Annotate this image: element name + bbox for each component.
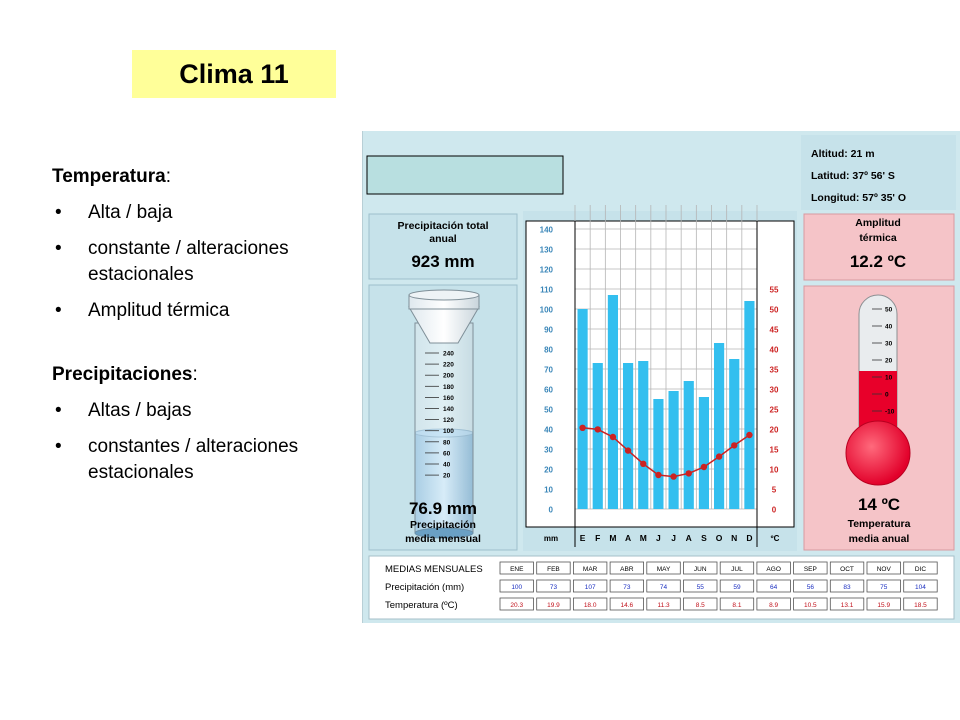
temp-cell-text: 8.1 <box>732 602 742 609</box>
month-header-text: ABR <box>620 566 634 573</box>
precip-cell-text: 100 <box>511 584 523 591</box>
thermo-label: -10 <box>885 408 895 416</box>
precip-cell-text: 64 <box>770 584 778 591</box>
month-header-text: SEP <box>803 566 817 573</box>
precip-bar <box>669 391 679 509</box>
thermo-label: 20 <box>885 357 893 365</box>
month-tick-label: A <box>685 533 692 543</box>
precip-bar <box>593 363 603 509</box>
temp-tick-label: 0 <box>771 505 777 515</box>
temp-point <box>701 464 707 470</box>
gauge-label: 60 <box>443 450 451 458</box>
precip-bar <box>653 399 663 509</box>
thermo-label: 50 <box>885 306 893 314</box>
list-item: • Altas / bajas <box>52 398 362 424</box>
longitude-text: Longitud: 57º 35' O <box>811 192 907 204</box>
temp-cell-text: 11.3 <box>657 602 670 609</box>
gauge-label: 200 <box>443 372 454 380</box>
precip-tick-label: 120 <box>539 265 553 275</box>
precip-cell-text: 55 <box>696 584 704 591</box>
altitude-text: Altitud: 21 m <box>811 148 875 160</box>
precip-tick-label: 90 <box>544 325 553 335</box>
thermo-label: 30 <box>885 340 893 348</box>
temp-cell-text: 13.1 <box>840 602 854 609</box>
table-temp-label: Temperatura (ºC) <box>385 600 458 611</box>
precip-bar <box>608 295 618 509</box>
precip-bar <box>578 309 588 509</box>
temp-point <box>670 473 676 479</box>
precip-cell-text: 104 <box>915 584 926 591</box>
list-item: • constantes / alteraciones estacionales <box>52 434 362 486</box>
precip-cell-text: 56 <box>806 584 814 591</box>
month-header-text: FEB <box>547 566 560 573</box>
gauge-label: 40 <box>443 461 451 469</box>
precipitation-heading: Precipitaciones <box>52 364 193 385</box>
temp-tick-label: 55 <box>769 285 779 295</box>
precip-bar <box>638 361 648 509</box>
list-item: • constante / alteraciones estacionales <box>52 236 362 288</box>
mean-temp-value: 14 ºC <box>857 495 901 514</box>
temp-tick-label: 35 <box>769 365 779 375</box>
month-header-text: MAR <box>582 566 598 573</box>
precipitation-heading-row: Precipitaciones: <box>52 364 198 385</box>
temp-cell-text: 20.3 <box>510 602 524 609</box>
precip-cell-text: 74 <box>659 584 668 591</box>
temp-cell-text: 8.9 <box>769 602 779 609</box>
temp-cell-text: 14.6 <box>620 602 634 609</box>
temp-point <box>655 472 661 478</box>
precip-tick-label: 110 <box>540 285 553 295</box>
temp-point <box>731 442 737 448</box>
precip-tick-label: 60 <box>544 385 553 395</box>
table-precip-label: Precipitación (mm) <box>385 582 465 593</box>
precip-tick-label: 10 <box>544 485 553 495</box>
gauge-label: 140 <box>443 406 454 413</box>
temp-cell-text: 10.5 <box>804 602 817 609</box>
gauge-label: 80 <box>443 439 451 447</box>
list-item: • Alta / baja <box>52 200 362 226</box>
temp-tick-label: 5 <box>771 485 777 495</box>
temp-point <box>746 432 752 438</box>
temp-cell-text: 18.5 <box>914 602 927 609</box>
precip-bar <box>729 359 739 509</box>
climate-panel <box>362 131 960 623</box>
gauge-label: 240 <box>443 350 454 358</box>
temp-cell-text: 8.5 <box>695 602 705 609</box>
precip-bar <box>684 381 694 509</box>
precip-bar <box>623 363 633 509</box>
amplitude-label-2: térmica <box>859 232 897 244</box>
precip-cell-text: 73 <box>549 584 558 591</box>
month-tick-label: N <box>731 533 738 543</box>
month-tick-label: S <box>701 533 707 543</box>
precip-mean-label-1: Precipitación <box>410 519 476 531</box>
month-tick-label: E <box>579 533 586 543</box>
temperature-heading-row: Temperatura: <box>52 166 171 187</box>
thermo-label: 10 <box>885 374 893 382</box>
month-tick-label: J <box>656 533 661 543</box>
precip-tick-label: 20 <box>544 465 553 475</box>
precip-mean-value: 76.9 mm <box>408 499 478 518</box>
temp-point <box>716 453 722 459</box>
gauge-label: 220 <box>443 361 454 369</box>
precip-tick-label: 80 <box>544 345 553 355</box>
precip-bar <box>714 343 724 509</box>
temp-cell-text: 15.9 <box>877 602 891 609</box>
month-header-text: JUL <box>731 566 743 573</box>
mean-temp-label-2: media anual <box>848 533 910 545</box>
precip-total-label-1: Precipitación total <box>397 220 489 232</box>
temp-tick-label: 30 <box>769 385 779 395</box>
precip-tick-label: 100 <box>539 305 553 315</box>
temp-point <box>686 470 692 476</box>
precip-tick-label: 30 <box>544 445 553 455</box>
month-header-text: ENE <box>510 566 524 573</box>
precip-tick-label: 70 <box>544 365 553 375</box>
month-header-text: NOV <box>876 566 891 573</box>
latitude-text: Latitud: 37º 56' S <box>811 170 895 182</box>
temp-tick-label: 15 <box>769 445 779 455</box>
precip-cell-text: 107 <box>584 584 596 591</box>
table-heading: MEDIAS MENSUALES <box>385 564 483 575</box>
precip-mean-label-2: media mensual <box>405 533 481 545</box>
precip-cell-text: 59 <box>733 584 741 591</box>
temp-tick-label: 50 <box>769 305 779 315</box>
slide-title: Clima 11 <box>179 58 289 89</box>
left-axis-unit: mm <box>543 534 559 543</box>
precip-bar <box>744 301 754 509</box>
month-header-text: JUN <box>693 566 707 573</box>
amplitude-label-1: Amplitud <box>855 217 901 229</box>
precip-tick-label: 50 <box>544 405 553 415</box>
temp-cell-text: 18.0 <box>583 602 597 609</box>
climate-figure <box>363 131 960 623</box>
temp-point <box>610 434 616 440</box>
thermo-label: 0 <box>885 391 889 399</box>
gauge-label: 120 <box>443 417 454 425</box>
month-tick-label: M <box>609 533 617 543</box>
right-axis-unit: ºC <box>770 534 780 543</box>
precipitation-list <box>52 398 362 486</box>
month-tick-label: F <box>595 533 601 543</box>
temp-tick-label: 40 <box>769 345 779 355</box>
precip-cell-text: 75 <box>880 584 888 591</box>
temperature-heading: Temperatura <box>52 166 166 187</box>
precip-bar <box>699 397 709 509</box>
temp-tick-label: 10 <box>769 465 779 475</box>
temp-point <box>579 425 585 431</box>
slide-text <box>52 160 362 496</box>
precip-tick-label: 140 <box>539 225 553 235</box>
temperature-list <box>52 200 362 324</box>
precip-total-label-2: anual <box>429 233 457 245</box>
month-tick-label: J <box>671 533 676 543</box>
precip-tick-label: 130 <box>539 245 553 255</box>
month-tick-label: A <box>625 533 632 543</box>
month-header-text: MAY <box>656 566 671 573</box>
precip-cell-text: 83 <box>843 584 851 591</box>
month-header-text: AGO <box>766 566 781 573</box>
month-header-text: OCT <box>840 566 854 573</box>
blank-answer-box <box>367 156 563 194</box>
month-header-text: DIC <box>914 566 927 573</box>
month-tick-label: O <box>715 533 723 543</box>
month-tick-label: M <box>639 533 647 543</box>
gauge-label: 160 <box>443 394 454 402</box>
precip-tick-label: 40 <box>544 425 553 435</box>
gauge-label: 20 <box>443 472 451 480</box>
temp-cell-text: 19.9 <box>547 602 560 609</box>
month-tick-label: D <box>746 533 753 543</box>
temp-point <box>625 447 631 453</box>
gauge-label: 100 <box>443 428 454 436</box>
precip-tick-label: 0 <box>548 505 553 515</box>
list-item: • Amplitud térmica <box>52 298 362 324</box>
thermo-label: 40 <box>885 323 893 331</box>
slide-title-box <box>132 50 336 98</box>
amplitude-value: 12.2 ºC <box>849 252 907 271</box>
temp-tick-label: 45 <box>769 325 779 335</box>
mean-temp-label-1: Temperatura <box>847 518 911 530</box>
temp-point <box>640 461 646 467</box>
precip-total-value: 923 mm <box>411 252 475 271</box>
temp-point <box>595 426 601 432</box>
precip-cell-text: 73 <box>623 584 631 591</box>
temp-tick-label: 25 <box>769 405 779 415</box>
temp-tick-label: 20 <box>769 425 779 435</box>
gauge-label: 180 <box>443 383 454 391</box>
